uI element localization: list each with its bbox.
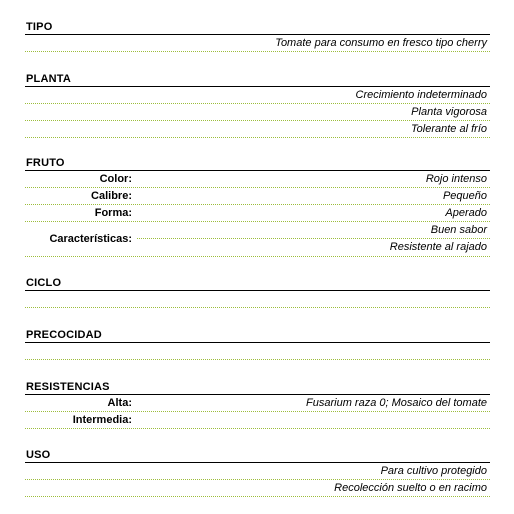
spec-label: Forma: <box>94 207 132 219</box>
section-planta <box>25 72 490 138</box>
spec-row <box>25 104 490 121</box>
spec-value: Para cultivo protegido <box>380 465 487 477</box>
spec-value: Tolerante al frío <box>410 123 487 135</box>
section-resistencias <box>25 380 490 429</box>
section-fruto <box>25 156 490 257</box>
spec-row <box>25 35 490 52</box>
spec-row <box>25 463 490 480</box>
spec-row-alta <box>25 395 490 412</box>
spec-value: Planta vigorosa <box>411 106 487 118</box>
section-title: CICLO <box>26 277 62 289</box>
spec-value: Recolección suelto o en racimo <box>334 482 487 494</box>
spec-label: Calibre: <box>91 190 132 202</box>
spec-label: Intermedia: <box>72 414 132 426</box>
spec-value: Pequeño <box>442 190 487 202</box>
spec-row-empty <box>25 343 490 360</box>
spec-row-intermedia <box>25 412 490 429</box>
inner-divider <box>137 238 490 239</box>
spec-value: Resistente al rajado <box>389 241 487 253</box>
section-title: RESISTENCIAS <box>26 381 110 393</box>
section-title: TIPO <box>26 21 53 33</box>
spec-row <box>25 87 490 104</box>
spec-row <box>25 121 490 138</box>
spec-value: Tomate para consumo en fresco tipo cherry <box>275 37 487 49</box>
section-ciclo <box>25 276 490 308</box>
spec-value: Rojo intenso <box>425 173 487 185</box>
spec-value: Aperado <box>445 207 487 219</box>
section-title: USO <box>26 449 51 461</box>
spec-label: Características: <box>49 233 132 245</box>
spec-row <box>25 480 490 497</box>
spec-row-color <box>25 171 490 188</box>
section-uso <box>25 448 490 497</box>
spec-value: Fusarium raza 0; Mosaico del tomate <box>306 397 487 409</box>
spec-value: Buen sabor <box>430 224 487 236</box>
section-title: PRECOCIDAD <box>26 329 102 341</box>
section-title: PLANTA <box>26 73 71 85</box>
spec-row-empty <box>25 291 490 308</box>
spec-row-forma <box>25 205 490 222</box>
section-precocidad <box>25 328 490 360</box>
spec-row-caracteristicas <box>25 222 490 257</box>
spec-label: Alta: <box>107 397 132 409</box>
spec-label: Color: <box>99 173 132 185</box>
section-tipo <box>25 20 490 52</box>
spec-row-calibre <box>25 188 490 205</box>
spec-value: Crecimiento indeterminado <box>355 89 487 101</box>
section-title: FRUTO <box>26 157 65 169</box>
